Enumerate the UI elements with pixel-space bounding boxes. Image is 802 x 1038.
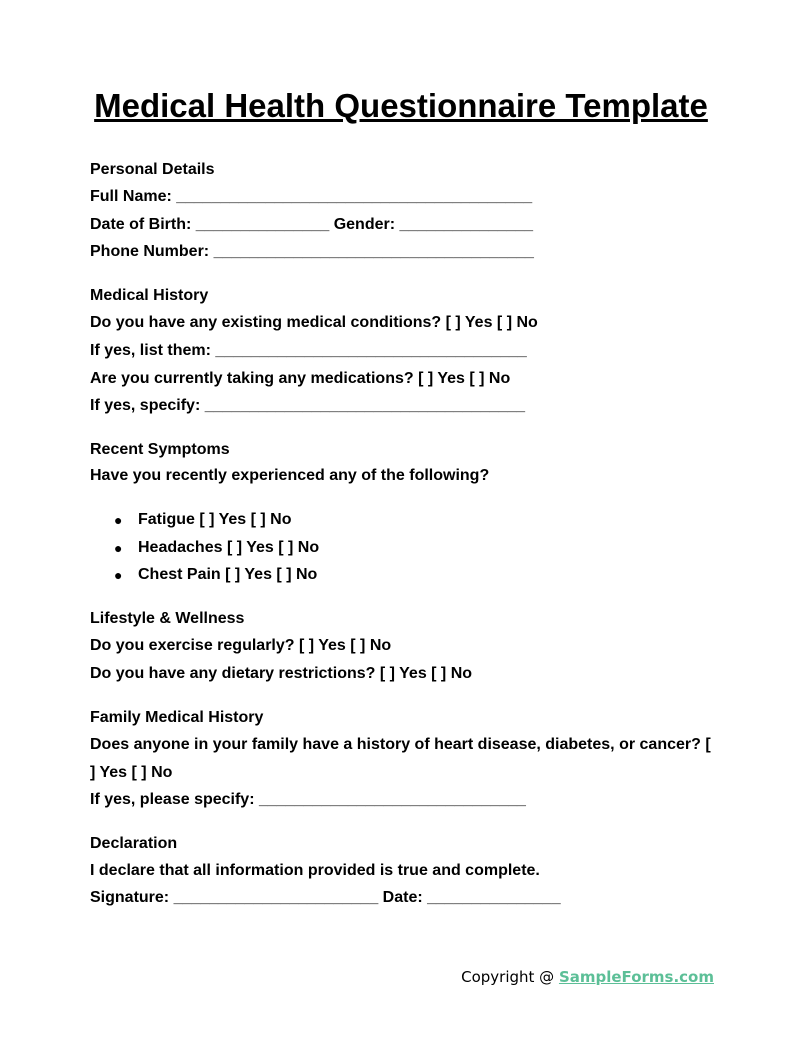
symptom-headaches: Headaches [ ] Yes [ ] No — [138, 539, 320, 556]
question-family-history: Does anyone in your family have a history of heart disease, diabetes, or cancer? [ — [90, 736, 711, 753]
section-heading-lifestyle: Lifestyle & Wellness — [90, 610, 245, 627]
copyright-text: Copyright @ — [461, 968, 559, 986]
field-family-specify: If yes, please specify: ______________________________ — [90, 791, 526, 808]
question-medications: Are you currently taking any medications? [ ] Yes [ ] No — [90, 370, 511, 387]
bullet-icon: ● — [114, 567, 123, 583]
symptom-fatigue: Fatigue [ ] Yes [ ] No — [138, 511, 292, 528]
copyright-footer — [461, 967, 714, 987]
section-heading-declaration: Declaration — [90, 835, 178, 852]
field-full-name: Full Name: ________________________________________ — [90, 188, 533, 205]
field-dob-gender: Date of Birth: _______________ Gender: _______________ — [90, 216, 533, 233]
field-signature-date: Signature: _______________________ Date: _______________ — [90, 889, 561, 906]
question-exercise: Do you exercise regularly? [ ] Yes [ ] No — [90, 637, 392, 654]
section-heading-personal-details: Personal Details — [90, 161, 215, 178]
sampleforms-link[interactable]: SampleForms.com — [558, 968, 714, 986]
section-heading-family-history: Family Medical History — [90, 709, 264, 726]
field-list-conditions: If yes, list them: ___________________________________ — [90, 342, 527, 359]
question-family-history-continued: ] Yes [ ] No — [90, 764, 173, 781]
field-specify-medications: If yes, specify: ____________________________________ — [90, 397, 526, 414]
symptoms-intro: Have you recently experienced any of the following? — [90, 467, 490, 484]
question-dietary-restrictions: Do you have any dietary restrictions? [ ] Yes [ ] No — [90, 665, 473, 682]
question-existing-conditions: Do you have any existing medical conditions? [ ] Yes [ ] No — [90, 314, 538, 331]
symptom-chest-pain: Chest Pain [ ] Yes [ ] No — [138, 566, 318, 583]
page-title: Medical Health Questionnaire Template — [94, 87, 708, 124]
section-heading-medical-history: Medical History — [90, 287, 209, 304]
bullet-icon: ● — [114, 540, 123, 556]
section-heading-recent-symptoms: Recent Symptoms — [90, 441, 230, 458]
bullet-icon: ● — [114, 512, 123, 528]
declaration-statement: I declare that all information provided is true and complete. — [90, 862, 540, 879]
field-phone-number: Phone Number: ____________________________________ — [90, 243, 534, 260]
